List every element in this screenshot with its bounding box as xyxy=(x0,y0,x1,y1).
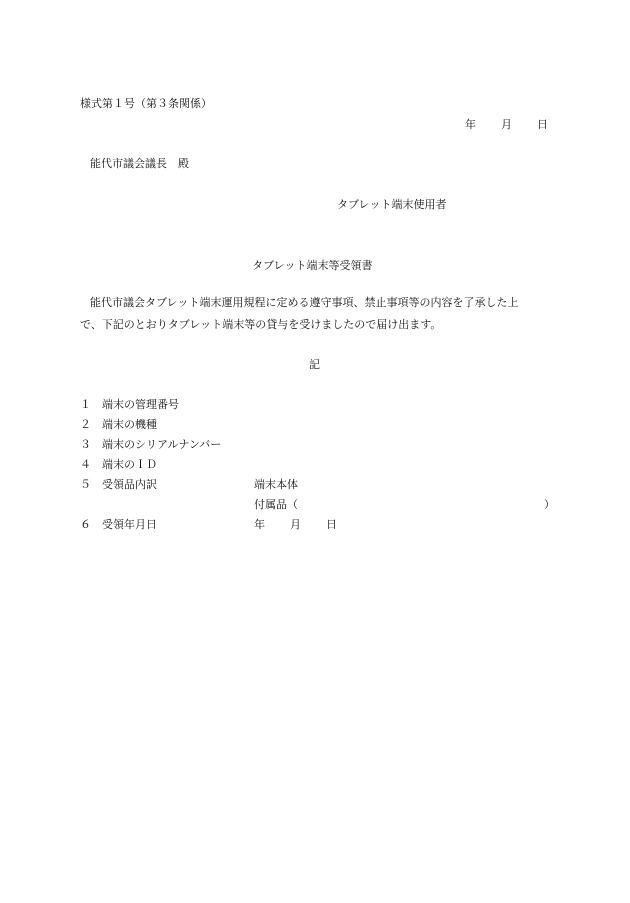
accessories-closing-paren: ） xyxy=(544,498,555,511)
date-day-label: 日 xyxy=(537,118,548,131)
item-number: １ xyxy=(80,398,91,411)
item-label-serial-number: 端末のシリアルナンバー xyxy=(102,438,222,451)
received-date-year: 年 xyxy=(254,518,265,531)
received-date-day: 日 xyxy=(326,518,337,531)
form-number: 様式第１号（第３条関係） xyxy=(80,97,212,110)
item-number: ３ xyxy=(80,438,91,451)
item-label-received-date: 受領年月日 xyxy=(102,518,157,531)
item-number: ５ xyxy=(80,478,91,491)
item-label-received-items: 受領品内訳 xyxy=(102,478,157,491)
addressee: 能代市議会議長 殿 xyxy=(90,157,189,170)
item-label-device-id: 端末のＩＤ xyxy=(102,458,157,471)
ki-heading: 記 xyxy=(309,358,320,371)
item-number: ４ xyxy=(80,458,91,471)
date-month-label: 月 xyxy=(501,118,512,131)
body-text-line-2: で、下記のとおりタブレット端末等の貸与を受けましたので届け出ます。 xyxy=(80,318,442,331)
received-item-accessories: 付属品（ xyxy=(254,498,298,511)
submitter-label: タブレット端末使用者 xyxy=(337,198,447,211)
date-year-label: 年 xyxy=(465,118,476,131)
item-label-management-number: 端末の管理番号 xyxy=(102,398,179,411)
body-text-line-1: 能代市議会タブレット端末運用規程に定める遵守事項、禁止事項等の内容を了承した上 xyxy=(90,296,519,309)
item-number: ２ xyxy=(80,418,91,431)
item-label-model: 端末の機種 xyxy=(102,418,157,431)
item-number: ６ xyxy=(80,518,91,531)
document-title: タブレット端末等受領書 xyxy=(252,259,373,272)
received-item-device: 端末本体 xyxy=(254,478,298,491)
received-date-month: 月 xyxy=(290,518,301,531)
